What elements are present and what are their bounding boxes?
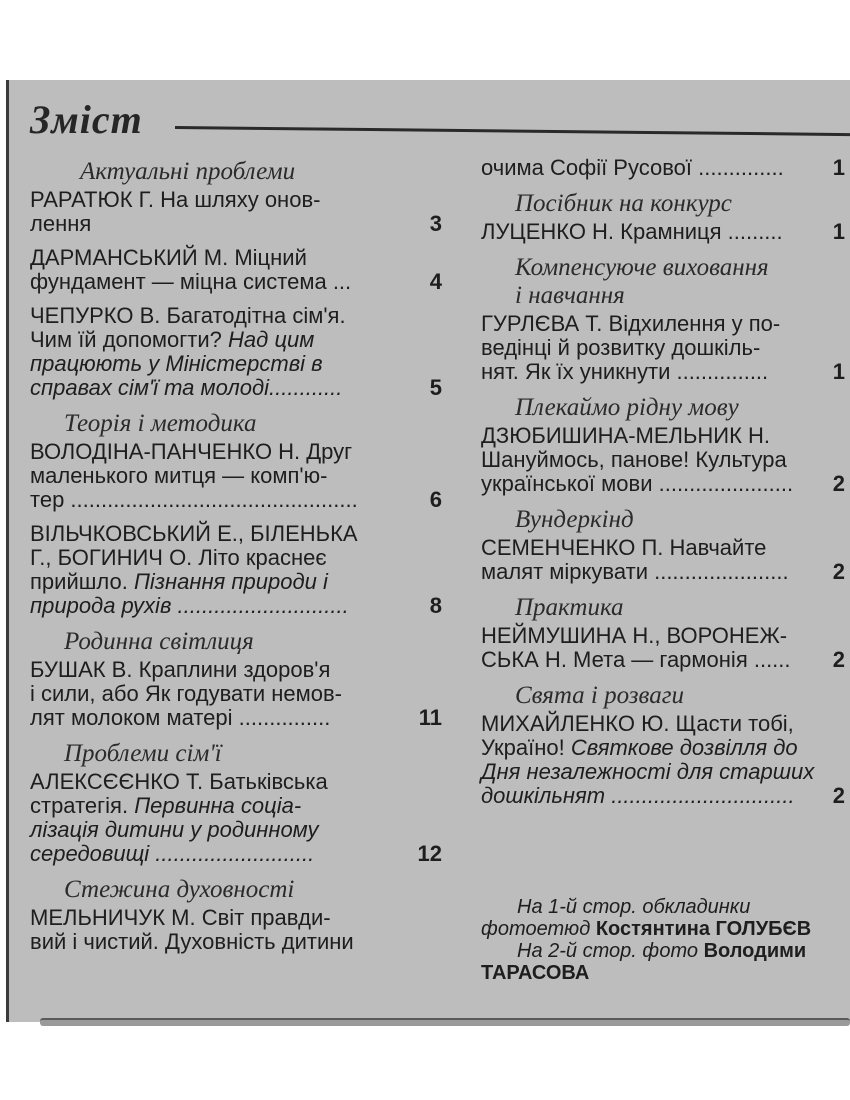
entry-subtitle: Пізнання природи і <box>133 569 328 594</box>
toc-entry <box>481 220 850 244</box>
section-title: Вундеркінд <box>515 506 634 533</box>
photographer-name: Володими <box>703 940 807 962</box>
entry-line: тер ............................................... <box>30 487 358 512</box>
page-number: 2 <box>832 783 845 808</box>
entry-line: НЕЙМУШИНА Н., ВОРОНЕЖ- <box>481 623 788 648</box>
entry-line: ГУРЛЄВА Т. Відхилення у по- <box>481 311 781 336</box>
section-title: Практика <box>515 594 624 621</box>
entry-subtitle: природа рухів ............................ <box>30 593 349 618</box>
page-number: 11 <box>418 705 442 730</box>
entry-line: нят. Як їх уникнути ............... <box>481 359 769 384</box>
entry-line: української мови ...................... <box>481 471 794 496</box>
toc-entry <box>30 522 442 618</box>
entry-line: ДАРМАНСЬКИЙ М. Міцний <box>30 245 307 270</box>
entry-line: Україно! <box>481 735 565 760</box>
page-number: 2 <box>832 647 845 672</box>
entry-line: стратегія. <box>30 793 129 818</box>
entry-line: лення <box>30 211 92 236</box>
entry-line: Чим їй допомогти? <box>30 327 222 352</box>
credit-line: На 1-й стор. обкладинки <box>517 896 751 918</box>
entry-line: РАРАТЮК Г. На шляху онов- <box>30 187 321 212</box>
page-number: 2 <box>832 559 845 584</box>
section-title: Стежина духовності <box>64 876 295 903</box>
credit-line: фотоетюд <box>481 918 591 940</box>
page-number: 3 <box>429 211 442 236</box>
toc-entry <box>481 536 850 584</box>
toc-entry <box>30 658 442 730</box>
entry-subtitle: Святкове дозвілля до <box>570 735 798 760</box>
photographer-name: Костянтина ГОЛУБЄВ <box>595 918 812 940</box>
entry-line: ВІЛЬЧКОВСЬКИЙ Е., БІЛЕНЬКА <box>30 521 358 546</box>
section-title: Актуальні проблеми <box>80 158 296 185</box>
entry-line: маленького митця — комп'ю- <box>30 463 328 488</box>
entry-line: ЧЕПУРКО В. Багатодітна сім'я. <box>30 303 346 328</box>
entry-line: прийшло. <box>30 569 128 594</box>
section-title: Родинна світлиця <box>64 628 254 655</box>
page-number: 1 <box>832 359 845 384</box>
page-number: 1 <box>832 155 845 180</box>
page-number: 1 <box>832 219 845 244</box>
entry-subtitle: дошкільнят .............................. <box>481 783 795 808</box>
entry-subtitle: Над цим <box>228 327 315 352</box>
toc-entry <box>30 440 442 512</box>
section-title: Посібник на конкурс <box>515 190 732 217</box>
toc-entry <box>481 312 850 384</box>
entry-line: вий і чистий. Духовність дитини <box>30 929 354 954</box>
entry-line: ВОЛОДІНА-ПАНЧЕНКО Н. Друг <box>30 439 353 464</box>
toc-entry <box>481 156 850 180</box>
entry-subtitle: Дня незалежності для старших <box>481 759 815 784</box>
toc-entry <box>30 304 442 400</box>
toc-entry <box>30 770 442 866</box>
credit-line: На 2-й стор. фото <box>517 940 698 962</box>
entry-line: фундамент — міцна система ... <box>30 269 352 294</box>
entry-line: БУШАК В. Краплини здоров'я <box>30 657 331 682</box>
toc-entry <box>30 906 442 954</box>
entry-line: МИХАЙЛЕНКО Ю. Щасти тобі, <box>481 711 794 736</box>
section-title: Теорія і методика <box>64 410 257 437</box>
entry-line: Шануймось, панове! Культура <box>481 447 787 472</box>
photographer-surname: ТАРАСОВА <box>481 962 590 984</box>
toc-entry <box>481 712 850 808</box>
section-title: і навчання <box>515 282 625 309</box>
entry-line: ДЗЮБИШИНА-МЕЛЬНИК Н. <box>481 423 771 448</box>
toc-entry <box>481 624 850 672</box>
page-number: 2 <box>832 471 845 496</box>
photo-credits <box>481 896 850 984</box>
page-number: 8 <box>429 593 442 618</box>
entry-subtitle: Первинна соціа- <box>134 793 302 818</box>
section-title: Свята і розваги <box>515 682 684 709</box>
page-number: 5 <box>429 375 442 400</box>
bottom-rule <box>40 1018 850 1026</box>
left-column <box>30 152 442 964</box>
entry-subtitle: середовищі .......................... <box>30 841 315 866</box>
entry-line: лят молоком матері ............... <box>30 705 331 730</box>
page-number: 12 <box>417 841 442 866</box>
right-column <box>481 152 850 818</box>
entry-line: СЕМЕНЧЕНКО П. Навчайте <box>481 535 767 560</box>
entry-line: МЕЛЬНИЧУК М. Світ правди- <box>30 905 331 930</box>
entry-line: Г., БОГИНИЧ О. Літо краснеє <box>30 545 327 570</box>
toc-entry <box>30 188 442 236</box>
entry-line: СЬКА Н. Мета — гармонія ...... <box>481 647 791 672</box>
contents-heading: Зміст <box>30 97 143 142</box>
entry-line: і сили, або Як годувати немов- <box>30 681 343 706</box>
entry-line: АЛЕКСЄЄНКО Т. Батьківська <box>30 769 328 794</box>
toc-entry <box>30 246 442 294</box>
toc-entry <box>481 424 850 496</box>
entry-line: ведінці й розвитку дошкіль- <box>481 335 761 360</box>
entry-line: очима Софії Русової .............. <box>481 155 784 180</box>
entry-subtitle: лізація дитини у родинному <box>30 817 319 842</box>
entry-line: ЛУЦЕНКО Н. Крамниця ......... <box>481 219 783 244</box>
section-title: Компенсуюче виховання <box>515 254 769 281</box>
page-number: 4 <box>429 269 442 294</box>
section-title: Проблеми сім'ї <box>64 740 222 767</box>
entry-subtitle: справах сім'ї та молоді............ <box>30 375 343 400</box>
section-title: Плекаймо рідну мову <box>515 394 739 421</box>
entry-line: малят міркувати ...................... <box>481 559 789 584</box>
page-number: 6 <box>429 487 442 512</box>
entry-subtitle: працюють у Міністерстві в <box>30 351 323 376</box>
